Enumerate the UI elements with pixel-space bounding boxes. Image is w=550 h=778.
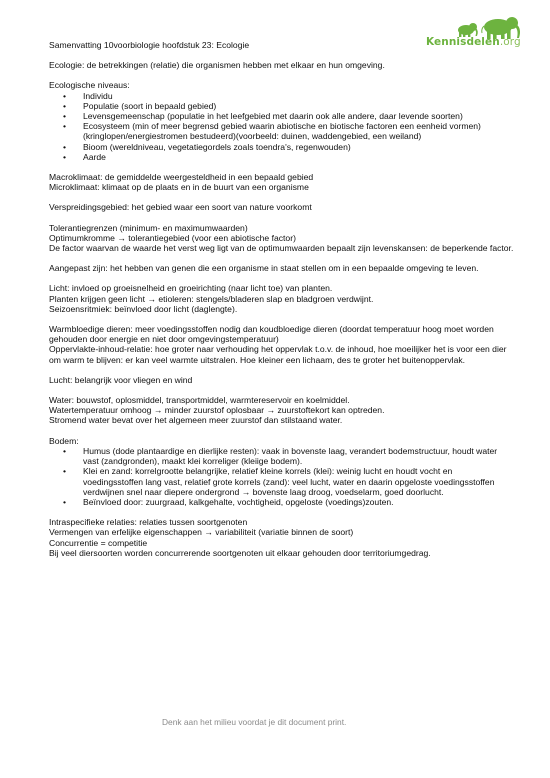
oppervlakte-inhoud-line: Oppervlakte-inhoud-relatie: hoe groter naar verhouding het oppervlak t.o.v. de inhoud, hoe moeilijker het is voor een dier om warm te blijven: er kan veel warmte uitstralen. Hoe kleiner een lichaam, des te groter het buitenoppervlak. bbox=[49, 344, 507, 365]
list-item: • Individu bbox=[83, 91, 514, 101]
watertemperatuur-line: Watertemperatuur omhoog → minder zuurstof oplosbaar → zuurstoftekort kan optreden. bbox=[49, 405, 385, 416]
document-body bbox=[49, 40, 514, 558]
macroklimaat-line: Macroklimaat: de gemiddelde weergesteldheid in een bepaald gebied bbox=[49, 172, 314, 183]
vermengen-line: Vermengen van erfelijke eigenschappen → variabiliteit (variatie binnen de soort) bbox=[49, 527, 354, 538]
document-title: Samenvatting 10voorbiologie hoofdstuk 23: Ecologie bbox=[49, 40, 250, 50]
list-item: • Beïnvloed door: zuurgraad, kalkgehalte, vochtigheid, opgeloste (voedings)zouten. bbox=[83, 497, 514, 507]
list-item: • Ecosysteem (min of meer begrensd gebied waarin abiotische en biotische factoren een eenheid vormen)(kringlopen/energiestromen bestudeerd)(voorbeeld: duinen, waddengebied, een weiland) bbox=[83, 121, 514, 141]
microklimaat-line: Microklimaat: klimaat op de plaats en in de buurt van een organisme bbox=[49, 182, 309, 193]
territorium-line: Bij veel diersoorten worden concurrerende soortgenoten uit elkaar gehouden door territoriumgedrag. bbox=[49, 547, 431, 558]
list-item: • Aarde bbox=[83, 152, 514, 162]
stromend-water-line: Stromend water bevat over het algemeen meer zuurstof dan stilstaand water. bbox=[49, 415, 343, 426]
optimumkromme-line: Optimumkromme → tolerantiegebied (voor een abiotische factor) bbox=[49, 232, 296, 243]
warmbloedig-line: Warmbloedige dieren: meer voedingsstoffen nodig dan koudbloedige dieren (doordat temperatuur hoog moet worden gehouden door energie en niet door omgevingstemperatuur) bbox=[49, 324, 494, 345]
water-line: Water: bouwstof, oplosmiddel, transportmiddel, warmtereservoir en koelmiddel. bbox=[49, 395, 350, 406]
list-item: • Klei en zand: korrelgrootte belangrijke, relatief kleine korrels (klei): weinig lucht en houdt vocht en voedingsstoffen lang vast, relatief grote korrels (zand): veel lucht, water en daarin opgeloste voedingsstoffen verdwijnen snel naar diepere ondergrond → bovenste laag droog, voedselarm, goed doorlucht. bbox=[83, 466, 514, 497]
list-item: • Populatie (soort in bepaald gebied) bbox=[83, 101, 514, 111]
tolerantiegrenzen-line: Tolerantiegrenzen (minimum- en maximumwaarden) bbox=[49, 222, 248, 233]
lucht-line: Lucht: belangrijk voor vliegen en wind bbox=[49, 374, 193, 385]
logo-tld-text: .org bbox=[499, 36, 521, 48]
beperkende-factor-line: De factor waarvan de waarde het verst weg ligt van de optimumwaarden bepaalt zijn levenskansen: de beperkende factor. bbox=[49, 243, 514, 254]
aangepast-line: Aangepast zijn: het hebben van genen die een organisme in staat stellen om in een bepaalde omgeving te leven. bbox=[49, 263, 479, 274]
niveaus-heading: Ecologische niveaus: bbox=[49, 80, 130, 91]
ecologie-definition: Ecologie: de betrekkingen (relatie) die organismen hebben met elkaar en hun omgeving. bbox=[49, 60, 385, 71]
concurrentie-line: Concurrentie = competitie bbox=[49, 537, 148, 548]
intraspecifiek-line: Intraspecifieke relaties: relaties tussen soortgenoten bbox=[49, 517, 248, 528]
bodem-heading: Bodem: bbox=[49, 435, 79, 446]
licht-line: Licht: invloed op groeisnelheid en groeirichting (naar licht toe) van planten. bbox=[49, 283, 333, 294]
bodem-list bbox=[49, 446, 514, 507]
list-item: • Bioom (wereldniveau, vegetatiegordels zoals toendra's, regenwouden) bbox=[83, 142, 514, 152]
verspreidingsgebied-line: Verspreidingsgebied: het gebied waar een soort van nature voorkomt bbox=[49, 202, 312, 213]
etioleren-line: Planten krijgen geen licht → etioleren: stengels/bladeren slap en bladgroen verdwijnt. bbox=[49, 293, 374, 304]
print-notice: Denk aan het milieu voordat je dit document print. bbox=[162, 717, 347, 727]
niveaus-list bbox=[49, 91, 514, 162]
list-item: • Levensgemeenschap (populatie in het leefgebied met daarin ook alle andere, daar levende soorten) bbox=[83, 111, 514, 121]
seizoensritmiek-line: Seizoensritmiek: beïnvloed door licht (daglengte). bbox=[49, 303, 238, 314]
logo-brand-text: Kennisdelen bbox=[426, 36, 500, 48]
list-item: • Humus (dode plantaardige en dierlijke resten): vaak in bovenste laag, verandert bodemstructuur, houdt water vast (zandgronden), maakt klei korreliger (kleiige bodem). bbox=[83, 446, 514, 466]
